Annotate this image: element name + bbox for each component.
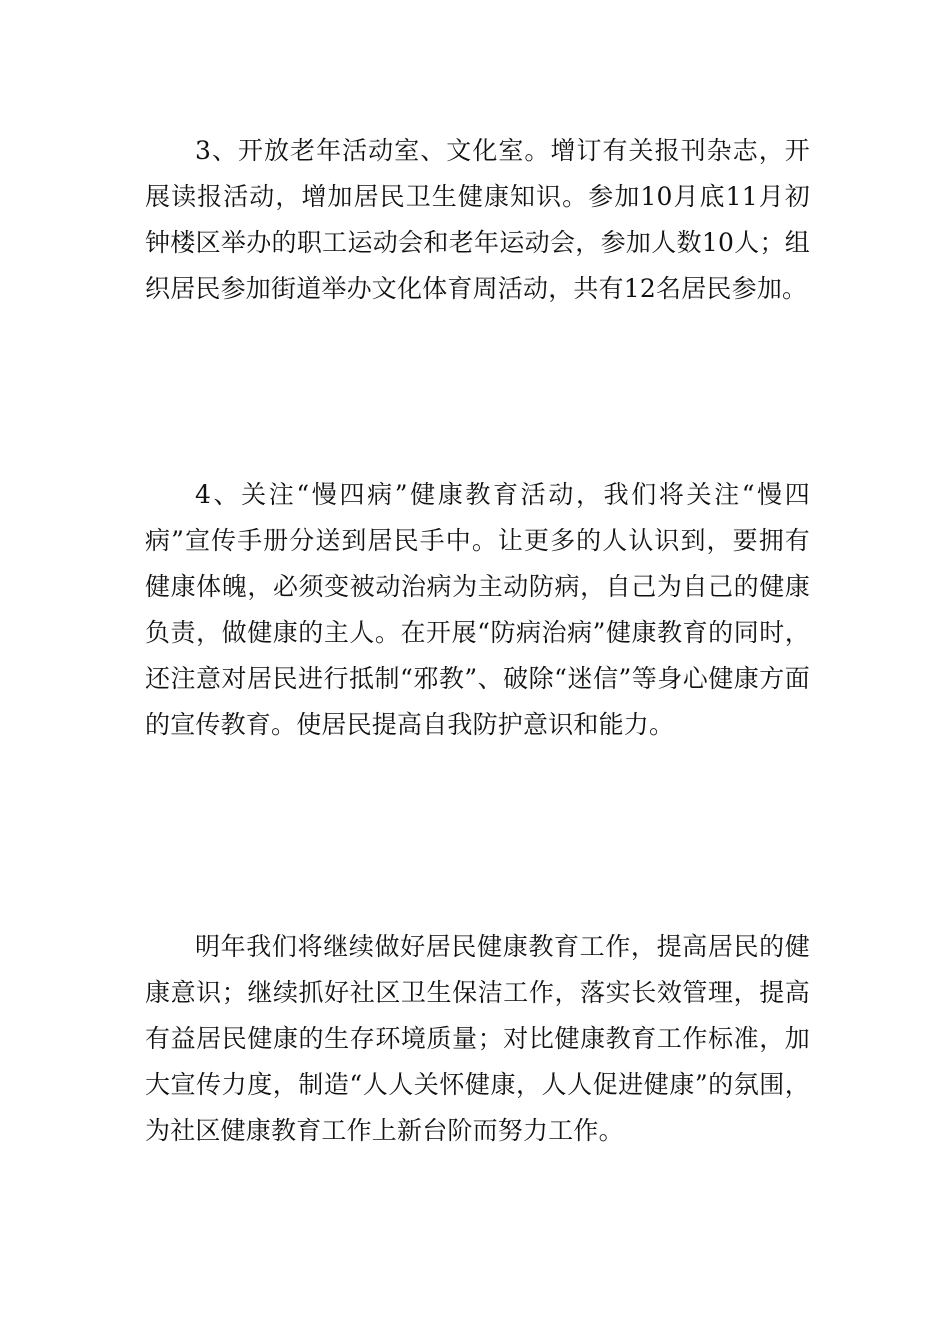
paragraph-next-year-plan: 明年我们将继续做好居民健康教育工作，提高居民的健康意识；继续抓好社区卫生保洁工作，落实长效管理，提高有益居民健康的生存环境质量；对比健康教育工作标准，加大宣传力度，制造“人人关怀健康，人人促进健康”的氛围，为社区健康教育工作上新台阶而努力工作。: [145, 932, 810, 1145]
paragraph-chronic-disease-education: 4、关注“慢四病”健康教育活动，我们将关注“慢四病”宣传手册分送到居民手中。让更多的人认识到，要拥有健康体魄，必须变被动治病为主动防病，自己为自己的健康负责，做健康的主人。在开展“防病治病”健康教育的同时，还注意对居民进行抵制“邪教”、破除“迷信”等身心健康方面的宣传教育。使居民提高自我防护意识和能力。: [145, 480, 810, 739]
paragraph-activities: 3、开放老年活动室、文化室。增订有关报刊杂志，开展读报活动，增加居民卫生健康知识。参加10月底11月初钟楼区举办的职工运动会和老年运动会，参加人数10人；组织居民参加街道举办文化体育周活动，共有12名居民参加。: [145, 136, 810, 303]
